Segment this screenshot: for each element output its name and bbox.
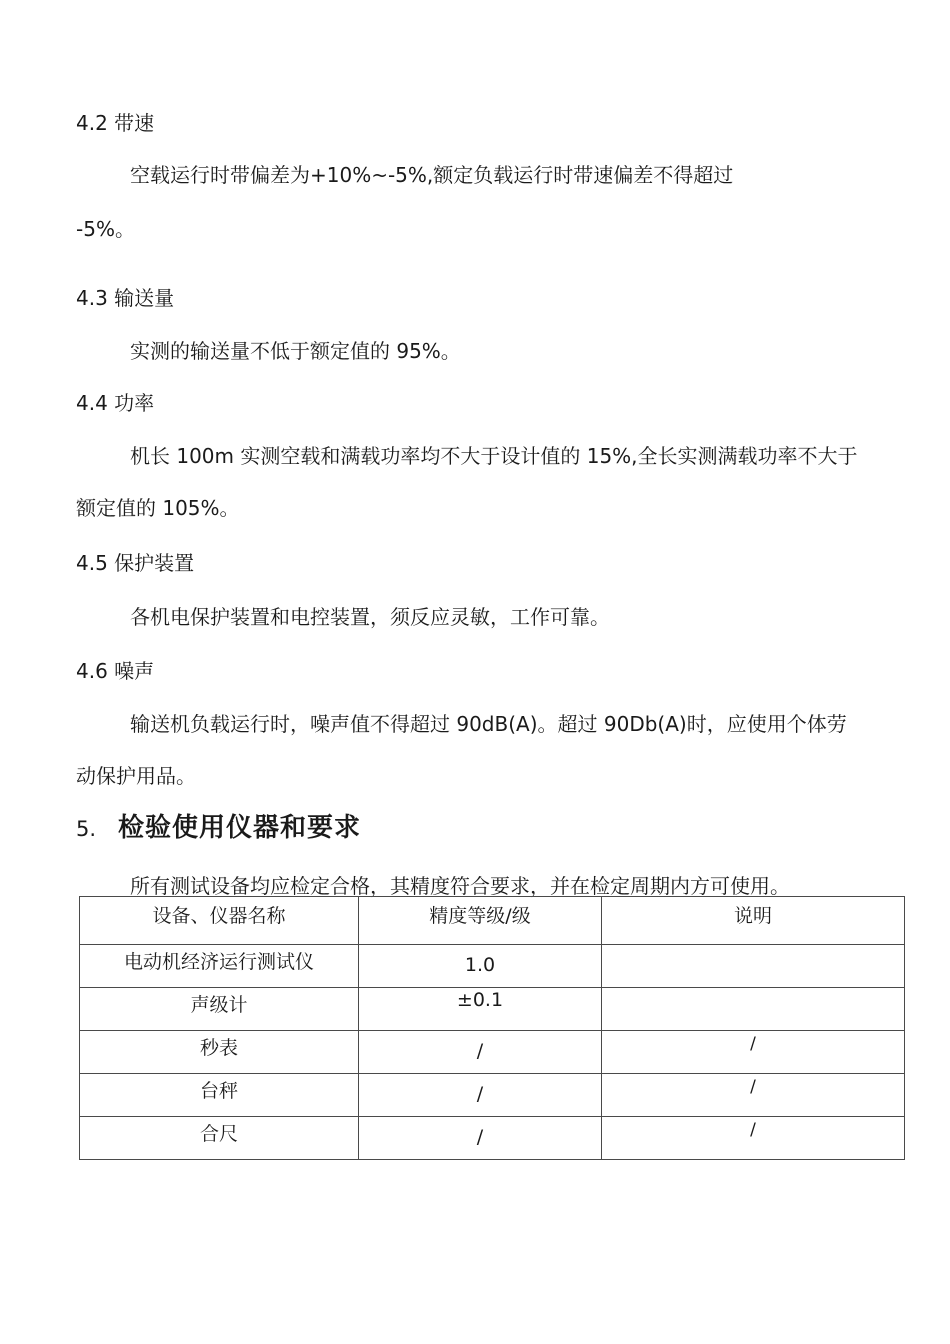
table-row	[80, 988, 905, 1031]
cell-note	[602, 945, 905, 988]
column-header-name: 设备、仪器名称	[80, 897, 359, 945]
cell-precision	[359, 1031, 602, 1074]
paragraph-line: -5%。	[76, 217, 135, 241]
cell-name	[80, 1031, 359, 1074]
cell-text: 1.0	[464, 954, 496, 976]
column-header-note: 说明	[602, 897, 905, 945]
cell-text: /	[750, 1034, 756, 1054]
paragraph-line: 机长 100m 实测空载和满载功率均不大于设计值的 15%,全长实测满载功率不大于	[130, 444, 858, 468]
cell-text: 电动机经济运行测试仪	[123, 951, 314, 973]
cell-text: /	[750, 1120, 756, 1140]
cell-text: 台秤	[199, 1080, 238, 1102]
cell-text: ±0.1	[456, 989, 504, 1011]
cell-precision	[359, 1074, 602, 1117]
section-number: 5.	[76, 817, 97, 841]
section-heading-4-3: 4.3 输送量	[76, 286, 175, 310]
paragraph-line: 额定值的 105%。	[76, 496, 240, 520]
cell-name	[80, 1117, 359, 1160]
table-header-row	[80, 897, 905, 945]
table-row	[80, 1074, 905, 1117]
cell-note	[602, 1031, 905, 1074]
column-header-precision: 精度等级/级	[359, 897, 602, 945]
cell-name	[80, 945, 359, 988]
cell-precision	[359, 945, 602, 988]
cell-text: 合尺	[199, 1123, 238, 1145]
cell-text: 秒表	[199, 1037, 238, 1059]
section-intro: 所有测试设备均应检定合格，其精度符合要求，并在检定周期内方可使用。	[130, 874, 790, 898]
cell-text: /	[476, 1083, 484, 1105]
cell-text: 声级计	[190, 994, 248, 1016]
instrument-table	[79, 896, 905, 1160]
section-heading-4-4: 4.4 功率	[76, 391, 155, 415]
paragraph-line: 各机电保护装置和电控装置，须反应灵敏，工作可靠。	[130, 605, 610, 629]
cell-note	[602, 1117, 905, 1160]
cell-text	[602, 945, 904, 948]
section-title: 检验使用仪器和要求	[118, 813, 362, 843]
cell-name	[80, 1074, 359, 1117]
section-heading-4-2: 4.2 带速	[76, 111, 155, 135]
paragraph-line: 动保护用品。	[76, 764, 196, 788]
cell-text: /	[750, 1077, 756, 1097]
section-heading-4-5: 4.5 保护装置	[76, 551, 195, 575]
cell-text: /	[476, 1040, 484, 1062]
section-heading-5	[76, 811, 361, 846]
table-row	[80, 945, 905, 988]
cell-note	[602, 1074, 905, 1117]
cell-name	[80, 988, 359, 1031]
cell-text: /	[476, 1126, 484, 1148]
paragraph-line: 输送机负载运行时，噪声值不得超过 90dB(A)。超过 90Db(A)时，应使用个体劳	[130, 712, 847, 736]
section-heading-4-6: 4.6 噪声	[76, 659, 155, 683]
cell-note	[602, 988, 905, 1031]
table-row	[80, 1117, 905, 1160]
paragraph-line: 空载运行时带偏差为+10%~-5%,额定负载运行时带速偏差不得超过	[130, 163, 734, 187]
cell-precision	[359, 1117, 602, 1160]
cell-precision	[359, 988, 602, 1031]
paragraph-line: 实测的输送量不低于额定值的 95%。	[130, 339, 461, 363]
cell-text	[602, 988, 904, 991]
table-row	[80, 1031, 905, 1074]
